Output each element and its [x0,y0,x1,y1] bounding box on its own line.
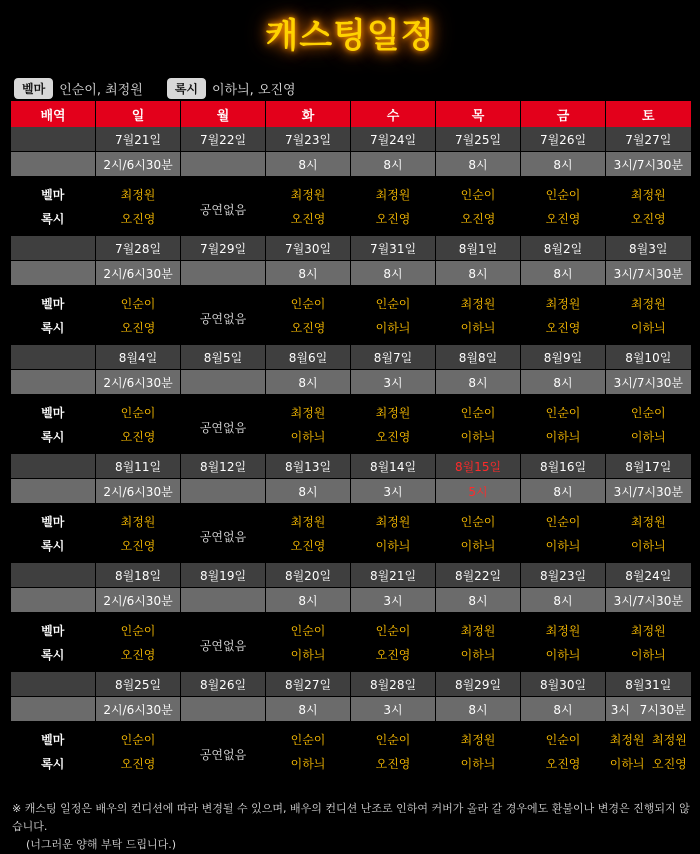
time-row-label [11,152,96,177]
time-row-label [11,588,96,613]
date-cell: 8월10일 [606,345,691,370]
velma-730pm: 최정원 [651,732,687,747]
date-cell: 8월25일 [96,672,181,697]
velma-cast-cell: 인순이 [96,285,181,315]
velma-cast-cell: 인순이 [436,394,521,424]
roxie-cast-cell: 오진영 [266,315,351,345]
velma-cast-row [11,721,691,751]
time-cell: 8시 [351,261,436,286]
velma-cast-cell: 최정원 [606,612,691,642]
time-cell: 2시/6시30분 [96,588,181,613]
date-cell: 8월15일 [436,454,521,479]
roxie-cast-cell: 이하늬 [521,642,606,672]
week-date-row [11,672,691,697]
roxie-cast-cell: 이하늬 [606,315,691,345]
roxie-cast-cell: 오진영 [96,315,181,345]
velma-cast-cell: 최정원 [606,176,691,206]
roxie-cast-cell: 오진영 [351,751,436,781]
roxie-cast-cell: 이하늬 [436,315,521,345]
notice-line-1: ※ 캐스팅 일정은 배우의 컨디션에 따라 변경될 수 있으며, 배우의 컨디션 난조로 인하여 커버가 올라 갈 경우에도 환불이나 변경은 진행되지 않습니다. [12,802,690,833]
date-cell: 8월31일 [606,672,691,697]
time-cell: 2시/6시30분 [96,261,181,286]
date-cell: 8월18일 [96,563,181,588]
roxie-730pm: 오진영 [651,756,687,771]
date-cell: 7월24일 [351,127,436,152]
roxie-cast-cell: 이하늬 [266,424,351,454]
roxie-cast-cell: 오진영 [521,206,606,236]
roxie-cast-cell: 이하늬 [606,533,691,563]
roxie-cast-cell: 이하늬 [436,642,521,672]
casting-schedule-table [10,101,691,781]
velma-cast-cell: 최정원 [266,503,351,533]
velma-cast-row [11,612,691,642]
time-cell: 8시 [436,697,521,722]
time-cell: 2시/6시30분 [96,697,181,722]
role-badge-roxie: 록시 [167,78,206,99]
time-cell: 8시 [266,697,351,722]
time-row-label [11,697,96,722]
velma-cast-cell: 최정원 [521,285,606,315]
date-row-label [11,127,96,152]
cast-roxie-actors: 이하늬, 오진영 [212,83,296,98]
date-cell: 8월29일 [436,672,521,697]
time-cell: 8시 [436,370,521,395]
date-cell: 8월28일 [351,672,436,697]
role-label-roxie: 록시 [11,315,96,345]
velma-cast-cell: 인순이 [96,721,181,751]
time-cell: 8시 [521,152,606,177]
velma-cast-row [11,285,691,315]
no-show-cell: 공연없음 [181,503,266,563]
date-cell: 8월4일 [96,345,181,370]
velma-cast-cell: 최정원 [436,612,521,642]
date-cell: 7월29일 [181,236,266,261]
time-cell: 3시/7시30분 [606,370,691,395]
role-badge-velma: 벨마 [14,78,53,99]
time-cell [181,261,266,286]
week-time-row [11,261,691,286]
date-cell: 8월21일 [351,563,436,588]
time-cell: 8시 [521,588,606,613]
casting-notice [12,800,700,854]
time-cell: 3시/7시30분 [606,152,691,177]
roxie-cast-row [11,315,691,345]
velma-cast-cell: 인순이 [351,721,436,751]
no-show-cell: 공연없음 [181,176,266,236]
date-cell: 7월21일 [96,127,181,152]
velma-cast-row [11,503,691,533]
roxie-cast-cell: 오진영 [351,424,436,454]
week-time-row [11,588,691,613]
roxie-cast-row [11,751,691,781]
time-cell [181,370,266,395]
velma-cast-cell: 최정원 [96,503,181,533]
date-cell: 8월22일 [436,563,521,588]
time-cell: 8시 [521,697,606,722]
velma-cast-cell: 최정원 [266,176,351,206]
date-cell: 8월30일 [521,672,606,697]
velma-cast-cell: 최정원 [351,503,436,533]
roxie-cast-cell: 이하늬 [606,424,691,454]
roxie-cast-row [11,533,691,563]
velma-cast-cell: 인순이 [96,612,181,642]
velma-cast-cell: 최정원 [351,394,436,424]
time-cell: 3시 [351,370,436,395]
time-cell: 3시/7시30분 [606,588,691,613]
time-cell: 3시 [351,479,436,504]
week-date-row [11,345,691,370]
date-cell: 8월16일 [521,454,606,479]
time-cell: 8시 [266,588,351,613]
date-cell: 8월12일 [181,454,266,479]
date-cell: 8월5일 [181,345,266,370]
roxie-cast-cell: 오진영 [96,642,181,672]
date-cell: 8월14일 [351,454,436,479]
week-time-row [11,152,691,177]
time-cell: 5시 [436,479,521,504]
roxie-cast-cell: 오진영 [606,206,691,236]
date-cell: 8월6일 [266,345,351,370]
velma-cast-cell: 인순이 [521,721,606,751]
cast-velma-actors: 인순이, 최정원 [59,83,143,98]
date-cell: 8월26일 [181,672,266,697]
role-label-velma: 벨마 [11,394,96,424]
date-cell: 8월27일 [266,672,351,697]
roxie-cast-cell: 이하늬 [436,424,521,454]
time-cell: 8시 [266,152,351,177]
time-cell: 8시 [521,261,606,286]
week-date-row [11,563,691,588]
velma-cast-cell [606,721,691,751]
velma-cast-cell: 인순이 [521,394,606,424]
velma-cast-cell: 인순이 [436,503,521,533]
date-cell: 7월26일 [521,127,606,152]
roxie-cast-row [11,206,691,236]
roxie-cast-cell: 오진영 [266,533,351,563]
no-show-cell: 공연없음 [181,721,266,781]
header-sun: 일 [96,101,181,127]
table-header-row [11,101,691,127]
time-cell: 2시/6시30분 [96,152,181,177]
date-cell: 7월23일 [266,127,351,152]
roxie-cast-cell: 오진영 [96,206,181,236]
roxie-cast-cell: 이하늬 [351,315,436,345]
time-cell: 3시/7시30분 [606,261,691,286]
date-row-label [11,563,96,588]
date-row-label [11,345,96,370]
roxie-cast-row [11,424,691,454]
no-show-cell: 공연없음 [181,394,266,454]
velma-cast-cell: 최정원 [606,503,691,533]
time-cell [181,479,266,504]
roxie-cast-cell: 이하늬 [521,424,606,454]
date-cell: 8월24일 [606,563,691,588]
role-label-roxie: 록시 [11,424,96,454]
roxie-cast-row [11,642,691,672]
date-cell: 8월19일 [181,563,266,588]
velma-cast-cell: 인순이 [266,612,351,642]
date-cell: 8월9일 [521,345,606,370]
header-tue: 화 [266,101,351,127]
time-cell-730pm: 7시30분 [639,702,686,717]
time-cell: 8시 [351,152,436,177]
time-cell [606,697,691,722]
time-cell: 8시 [436,588,521,613]
role-label-velma: 벨마 [11,612,96,642]
header-role: 배역 [11,101,96,127]
role-label-velma: 벨마 [11,176,96,206]
roxie-cast-cell: 오진영 [521,751,606,781]
time-cell: 8시 [436,261,521,286]
velma-cast-cell: 인순이 [351,285,436,315]
header-mon: 월 [181,101,266,127]
velma-cast-cell: 인순이 [266,721,351,751]
velma-cast-cell: 인순이 [351,612,436,642]
velma-cast-cell: 최정원 [436,285,521,315]
time-cell: 8시 [521,479,606,504]
page-title: 캐스팅일정 [265,16,435,56]
date-cell: 8월8일 [436,345,521,370]
velma-cast-row [11,176,691,206]
date-cell: 8월17일 [606,454,691,479]
roxie-cast-cell: 오진영 [351,642,436,672]
notice-line-2: (너그러운 양해 부탁 드립니다.) [26,838,177,851]
velma-cast-cell: 최정원 [521,612,606,642]
roxie-cast-cell: 오진영 [521,315,606,345]
roxie-cast-cell: 이하늬 [351,533,436,563]
time-cell: 8시 [521,370,606,395]
roxie-cast-cell: 오진영 [96,533,181,563]
role-label-roxie: 록시 [11,206,96,236]
date-cell: 7월30일 [266,236,351,261]
week-date-row [11,236,691,261]
date-cell: 8월20일 [266,563,351,588]
velma-cast-cell: 인순이 [436,176,521,206]
velma-cast-cell: 최정원 [266,394,351,424]
role-label-velma: 벨마 [11,285,96,315]
time-cell: 8시 [266,479,351,504]
date-row-label [11,672,96,697]
roxie-cast-cell: 오진영 [266,206,351,236]
roxie-3pm: 이하늬 [609,756,645,771]
time-cell: 8시 [436,152,521,177]
roxie-cast-cell [606,751,691,781]
roxie-cast-cell: 이하늬 [436,533,521,563]
time-row-label [11,479,96,504]
time-cell-3pm: 3시 [610,702,631,717]
time-cell: 3시/7시30분 [606,479,691,504]
date-cell: 8월7일 [351,345,436,370]
roxie-cast-cell: 이하늬 [266,751,351,781]
velma-cast-cell: 인순이 [96,394,181,424]
velma-cast-cell: 인순이 [606,394,691,424]
role-label-velma: 벨마 [11,503,96,533]
roxie-cast-cell: 오진영 [351,206,436,236]
roxie-cast-cell: 이하늬 [266,642,351,672]
week-time-row [11,479,691,504]
schedule-body [11,127,691,781]
date-cell: 7월28일 [96,236,181,261]
velma-cast-cell: 최정원 [606,285,691,315]
roxie-cast-cell: 오진영 [96,751,181,781]
velma-cast-cell: 인순이 [266,285,351,315]
header-fri: 금 [521,101,606,127]
date-cell: 8월13일 [266,454,351,479]
time-row-label [11,370,96,395]
cast-legend [14,78,314,99]
time-cell: 3시 [351,588,436,613]
roxie-cast-cell: 이하늬 [436,751,521,781]
week-time-row [11,370,691,395]
velma-cast-cell: 최정원 [96,176,181,206]
header-sat: 토 [606,101,691,127]
time-cell: 3시 [351,697,436,722]
date-cell: 8월11일 [96,454,181,479]
date-cell: 8월23일 [521,563,606,588]
date-cell: 7월31일 [351,236,436,261]
no-show-cell: 공연없음 [181,612,266,672]
date-row-label [11,454,96,479]
date-cell: 7월22일 [181,127,266,152]
role-label-roxie: 록시 [11,751,96,781]
velma-cast-cell: 인순이 [521,503,606,533]
date-cell: 7월27일 [606,127,691,152]
time-cell: 2시/6시30분 [96,479,181,504]
header-wed: 수 [351,101,436,127]
roxie-cast-cell: 오진영 [436,206,521,236]
roxie-cast-cell: 오진영 [96,424,181,454]
time-cell: 8시 [266,261,351,286]
time-row-label [11,261,96,286]
header-thu: 목 [436,101,521,127]
time-cell: 8시 [266,370,351,395]
velma-cast-cell: 최정원 [351,176,436,206]
date-cell: 8월1일 [436,236,521,261]
roxie-cast-cell: 이하늬 [606,642,691,672]
role-label-roxie: 록시 [11,533,96,563]
time-cell [181,152,266,177]
velma-3pm: 최정원 [609,732,645,747]
date-row-label [11,236,96,261]
role-label-velma: 벨마 [11,721,96,751]
no-show-cell: 공연없음 [181,285,266,345]
week-date-row [11,127,691,152]
velma-cast-row [11,394,691,424]
date-cell: 8월2일 [521,236,606,261]
week-time-row [11,697,691,722]
role-label-roxie: 록시 [11,642,96,672]
week-date-row [11,454,691,479]
date-cell: 8월3일 [606,236,691,261]
time-cell: 2시/6시30분 [96,370,181,395]
time-cell [181,588,266,613]
velma-cast-cell: 인순이 [521,176,606,206]
time-cell [181,697,266,722]
date-cell: 7월25일 [436,127,521,152]
velma-cast-cell: 최정원 [436,721,521,751]
roxie-cast-cell: 이하늬 [521,533,606,563]
